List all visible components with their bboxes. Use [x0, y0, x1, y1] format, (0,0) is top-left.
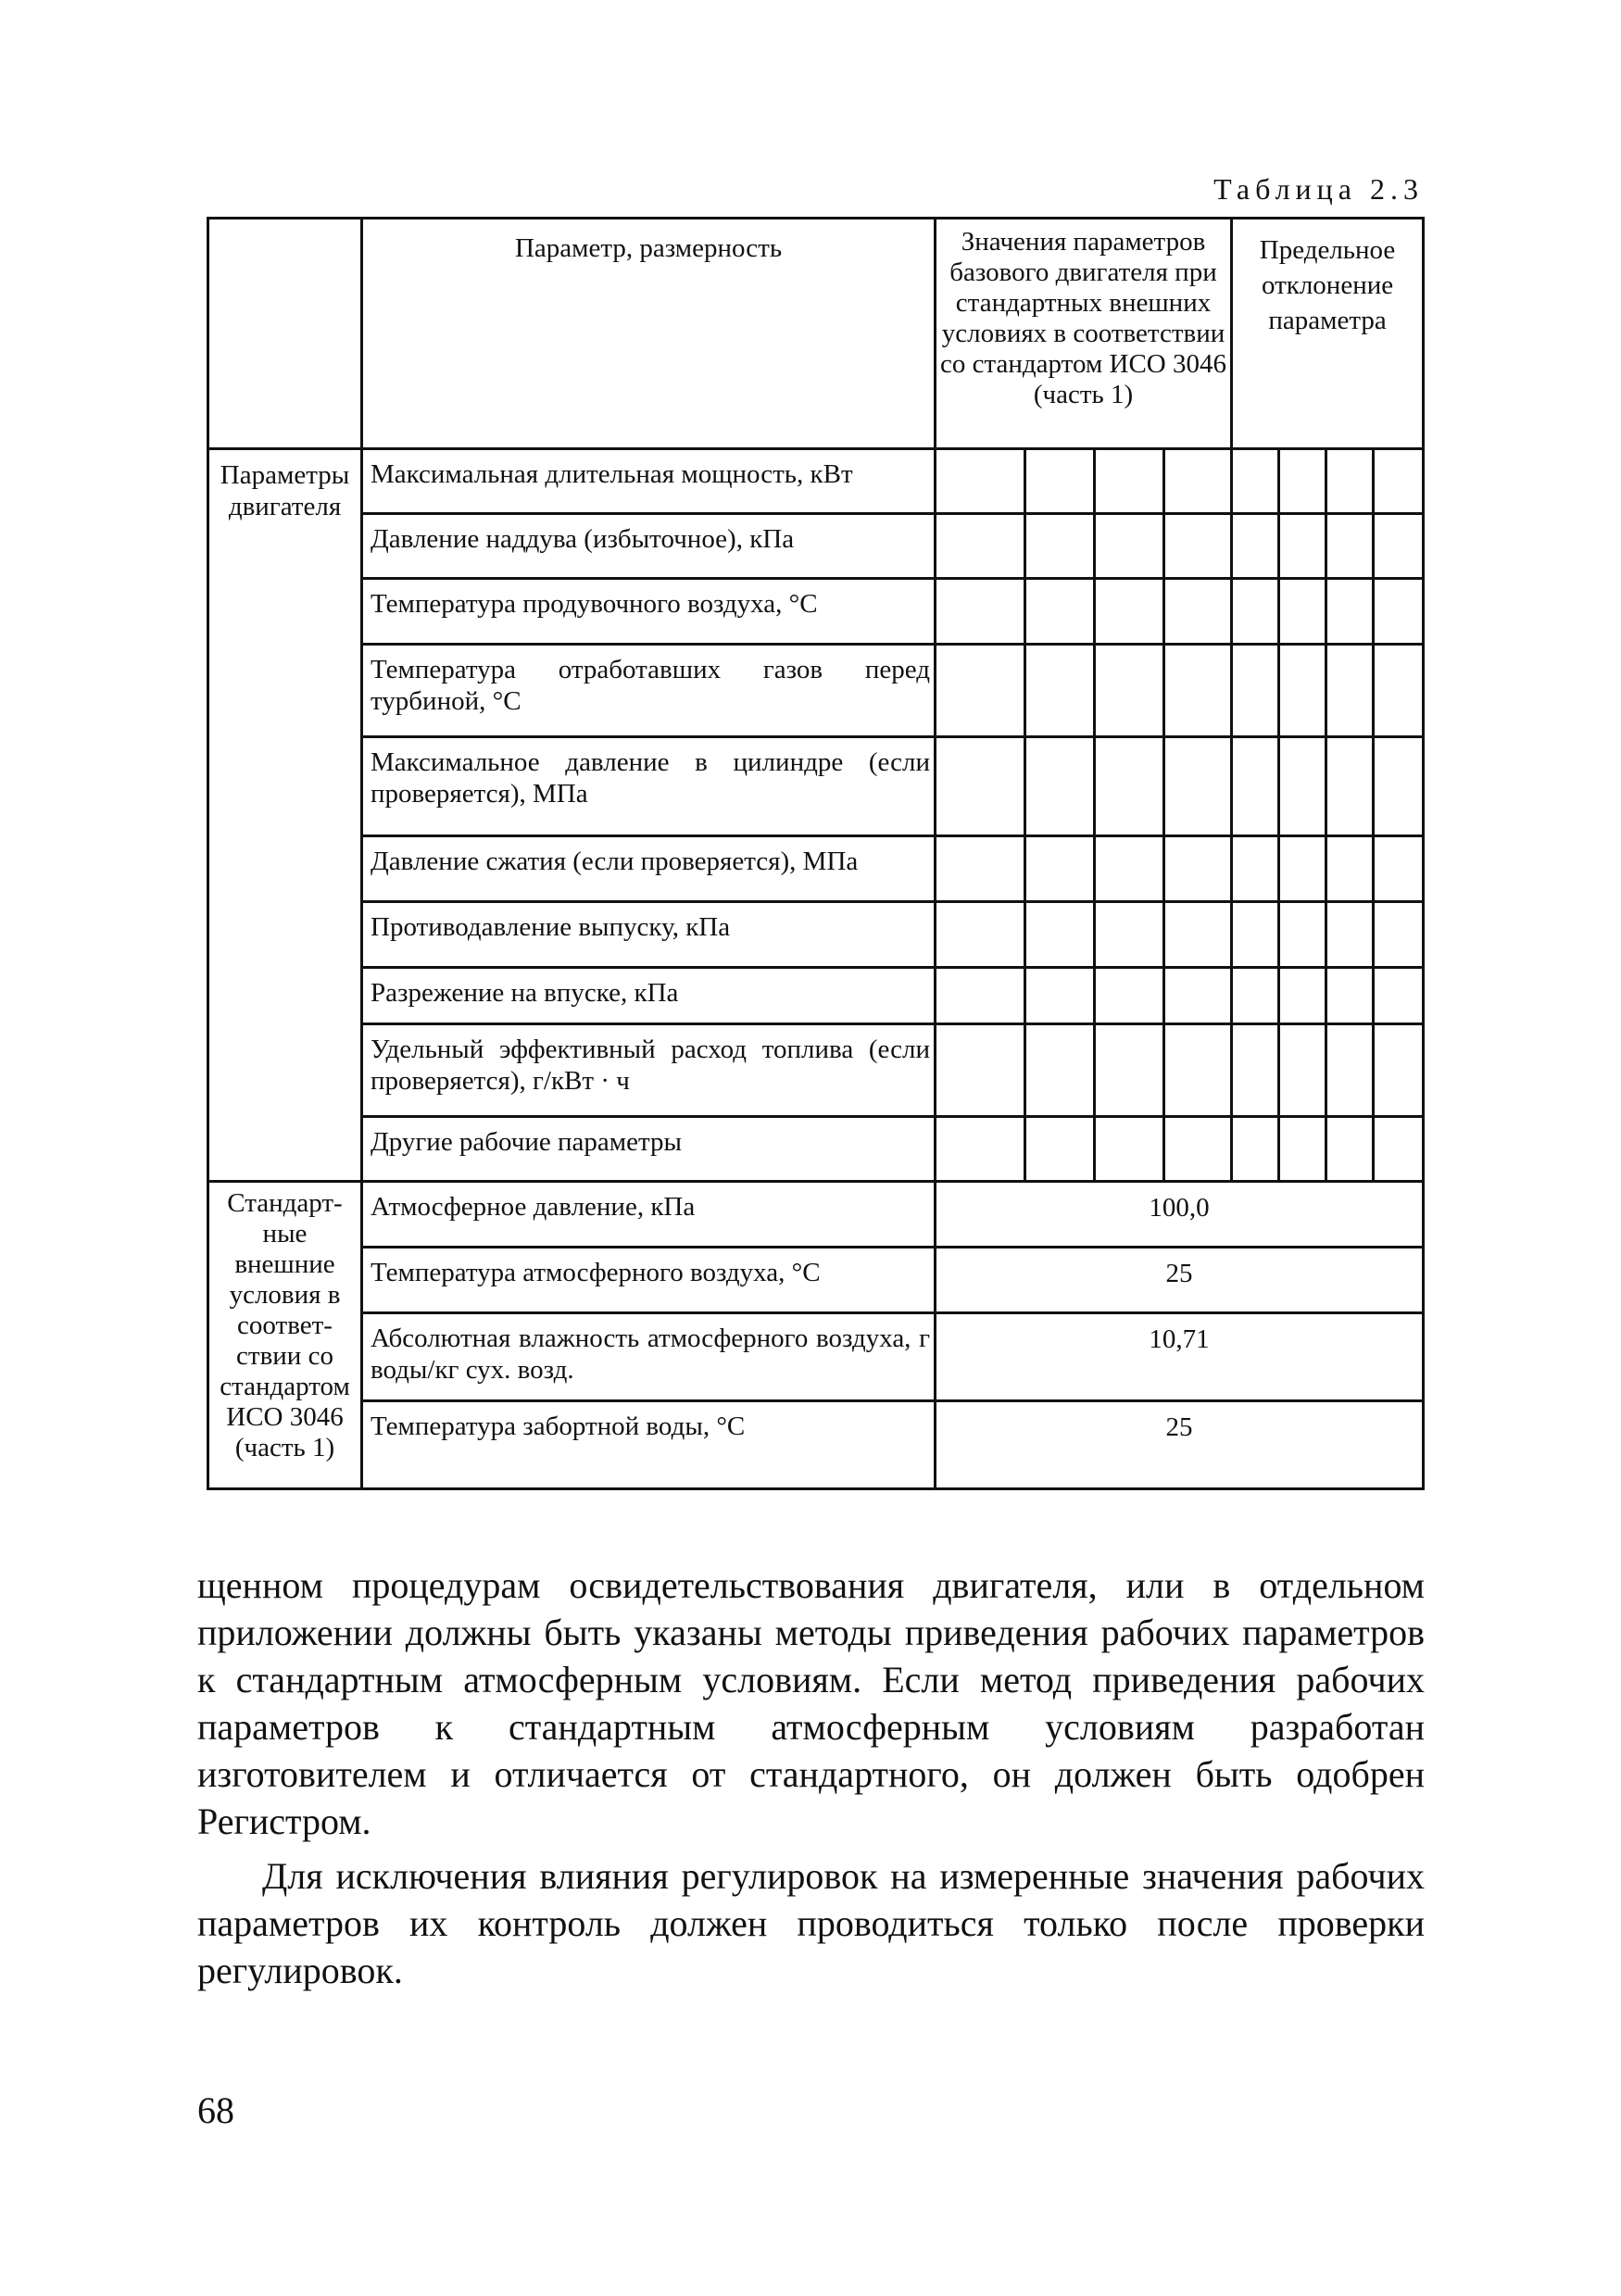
deviation-cell	[1279, 645, 1326, 737]
table-row	[208, 1248, 1424, 1313]
table-row	[208, 645, 1424, 737]
parameter-name: Температура отработавших газов перед турбиной, °С	[362, 645, 936, 737]
value-cell	[1025, 737, 1095, 836]
deviation-cell	[1326, 449, 1374, 514]
deviation-cell	[1374, 836, 1424, 902]
value-cell	[1095, 902, 1164, 968]
deviation-cell	[1232, 968, 1279, 1024]
deviation-cell	[1374, 449, 1424, 514]
deviation-cell	[1326, 836, 1374, 902]
value-cell	[936, 579, 1025, 645]
value-cell	[1164, 836, 1232, 902]
value-cell	[1095, 968, 1164, 1024]
value-cell	[936, 1024, 1025, 1117]
deviation-cell	[1326, 1024, 1374, 1117]
deviation-cell	[1326, 737, 1374, 836]
parameter-name: Температура атмосферного воздуха, °С	[362, 1248, 936, 1313]
deviation-cell	[1326, 968, 1374, 1024]
value-cell	[1164, 1024, 1232, 1117]
deviation-cell	[1232, 737, 1279, 836]
paragraph: Для исключения влияния регулировок на измеренные значения рабочих параметров их контроль должен проводиться только после проверки регулировок.	[197, 1855, 1425, 1991]
parameter-name: Удельный эффективный расход топлива (если проверяется), г/кВт · ч	[362, 1024, 936, 1117]
group-conditions-label: Стандарт-ные внешние условия в соответ-ствии со стандартом ИСО 3046 (часть 1)	[208, 1182, 362, 1489]
value-cell	[1025, 1117, 1095, 1182]
table-row	[208, 514, 1424, 579]
value-cell	[936, 902, 1025, 968]
parameter-name: Давление сжатия (если проверяется), МПа	[362, 836, 936, 902]
table-row	[208, 902, 1424, 968]
deviation-cell	[1326, 645, 1374, 737]
value-cell	[1095, 737, 1164, 836]
value-cell	[1025, 836, 1095, 902]
value-cell	[936, 514, 1025, 579]
value-cell	[936, 449, 1025, 514]
deviation-cell	[1326, 1117, 1374, 1182]
value-cell	[1025, 902, 1095, 968]
parameter-name: Другие рабочие параметры	[362, 1117, 936, 1182]
parameter-name: Температура забортной воды, °С	[362, 1401, 936, 1489]
value-cell	[1095, 514, 1164, 579]
table-header-row	[208, 219, 1424, 449]
value-cell	[1025, 449, 1095, 514]
deviation-cell	[1279, 1024, 1326, 1117]
table-row	[208, 1117, 1424, 1182]
deviation-cell	[1279, 836, 1326, 902]
value-cell	[936, 645, 1025, 737]
value-cell	[1095, 579, 1164, 645]
table-row	[208, 579, 1424, 645]
parameters-table	[207, 217, 1425, 1490]
deviation-cell	[1232, 645, 1279, 737]
parameter-name: Противодавление выпуску, кПа	[362, 902, 936, 968]
deviation-cell	[1374, 645, 1424, 737]
value-cell	[1095, 1117, 1164, 1182]
deviation-cell	[1279, 902, 1326, 968]
deviation-cell	[1326, 902, 1374, 968]
value-cell	[1095, 836, 1164, 902]
deviation-cell	[1279, 449, 1326, 514]
table-row	[208, 968, 1424, 1024]
deviation-cell	[1232, 514, 1279, 579]
value-cell	[1164, 1117, 1232, 1182]
parameter-name: Максимальная длительная мощность, кВт	[362, 449, 936, 514]
parameter-name: Атмосферное давление, кПа	[362, 1182, 936, 1248]
table-row	[208, 1401, 1424, 1489]
deviation-cell	[1279, 737, 1326, 836]
header-empty-cell	[208, 219, 362, 449]
parameter-value: 10,71	[936, 1313, 1424, 1401]
value-cell	[1164, 968, 1232, 1024]
value-cell	[1025, 514, 1095, 579]
value-cell	[1025, 645, 1095, 737]
deviation-cell	[1232, 836, 1279, 902]
value-cell	[1164, 449, 1232, 514]
table-caption: Таблица 2.3	[1213, 172, 1424, 206]
deviation-cell	[1279, 514, 1326, 579]
deviation-cell	[1374, 579, 1424, 645]
value-cell	[1164, 737, 1232, 836]
deviation-cell	[1326, 579, 1374, 645]
deviation-cell	[1279, 579, 1326, 645]
value-cell	[1164, 902, 1232, 968]
deviation-cell	[1232, 449, 1279, 514]
deviation-cell	[1374, 514, 1424, 579]
deviation-cell	[1232, 579, 1279, 645]
deviation-cell	[1374, 737, 1424, 836]
deviation-cell	[1326, 514, 1374, 579]
body-text	[197, 1562, 1425, 1994]
parameter-name: Температура продувочного воздуха, °С	[362, 579, 936, 645]
parameter-value: 25	[936, 1248, 1424, 1313]
parameter-name: Абсолютная влажность атмосферного воздуха, г воды/кг сух. возд.	[362, 1313, 936, 1401]
value-cell	[1164, 645, 1232, 737]
paragraph: щенном процедурам освидетельствования двигателя, или в отдельном приложении должны быть указаны методы приведения рабочих параметров к стандартным атмосферным условиям. Если метод приведения рабочих параметров к стандартным атмосферным условиям разработан изготовителем и отличается от стандартного, он должен быть одобрен Регистром.	[197, 1564, 1425, 1842]
value-cell	[936, 1117, 1025, 1182]
deviation-cell	[1279, 968, 1326, 1024]
table-row	[208, 737, 1424, 836]
value-cell	[936, 737, 1025, 836]
value-cell	[936, 968, 1025, 1024]
table-row	[208, 1313, 1424, 1401]
deviation-cell	[1279, 1117, 1326, 1182]
parameter-value: 100,0	[936, 1182, 1424, 1248]
value-cell	[936, 836, 1025, 902]
deviation-cell	[1374, 902, 1424, 968]
deviation-cell	[1232, 1117, 1279, 1182]
parameter-name: Максимальное давление в цилиндре (если проверяется), МПа	[362, 737, 936, 836]
table-row	[208, 836, 1424, 902]
value-cell	[1095, 449, 1164, 514]
header-deviation: Предельное отклонение параметра	[1232, 219, 1424, 449]
value-cell	[1095, 1024, 1164, 1117]
parameter-value: 25	[936, 1401, 1424, 1489]
group-engine-label: Параметры двигателя	[208, 449, 362, 1182]
table-row	[208, 449, 1424, 514]
header-parameter: Параметр, размерность	[362, 219, 936, 449]
deviation-cell	[1232, 902, 1279, 968]
deviation-cell	[1374, 968, 1424, 1024]
deviation-cell	[1232, 1024, 1279, 1117]
value-cell	[1164, 514, 1232, 579]
value-cell	[1164, 579, 1232, 645]
value-cell	[1025, 1024, 1095, 1117]
value-cell	[1025, 579, 1095, 645]
table-row	[208, 1182, 1424, 1248]
table-row	[208, 1024, 1424, 1117]
deviation-cell	[1374, 1117, 1424, 1182]
value-cell	[1025, 968, 1095, 1024]
parameter-name: Давление наддува (избыточное), кПа	[362, 514, 936, 579]
value-cell	[1095, 645, 1164, 737]
header-values: Значения параметров базового двигателя при стандартных внешних условиях в соответствии со стандартом ИСО 3046 (часть 1)	[936, 219, 1232, 449]
deviation-cell	[1374, 1024, 1424, 1117]
parameter-name: Разрежение на впуске, кПа	[362, 968, 936, 1024]
page-number: 68	[197, 2089, 234, 2131]
